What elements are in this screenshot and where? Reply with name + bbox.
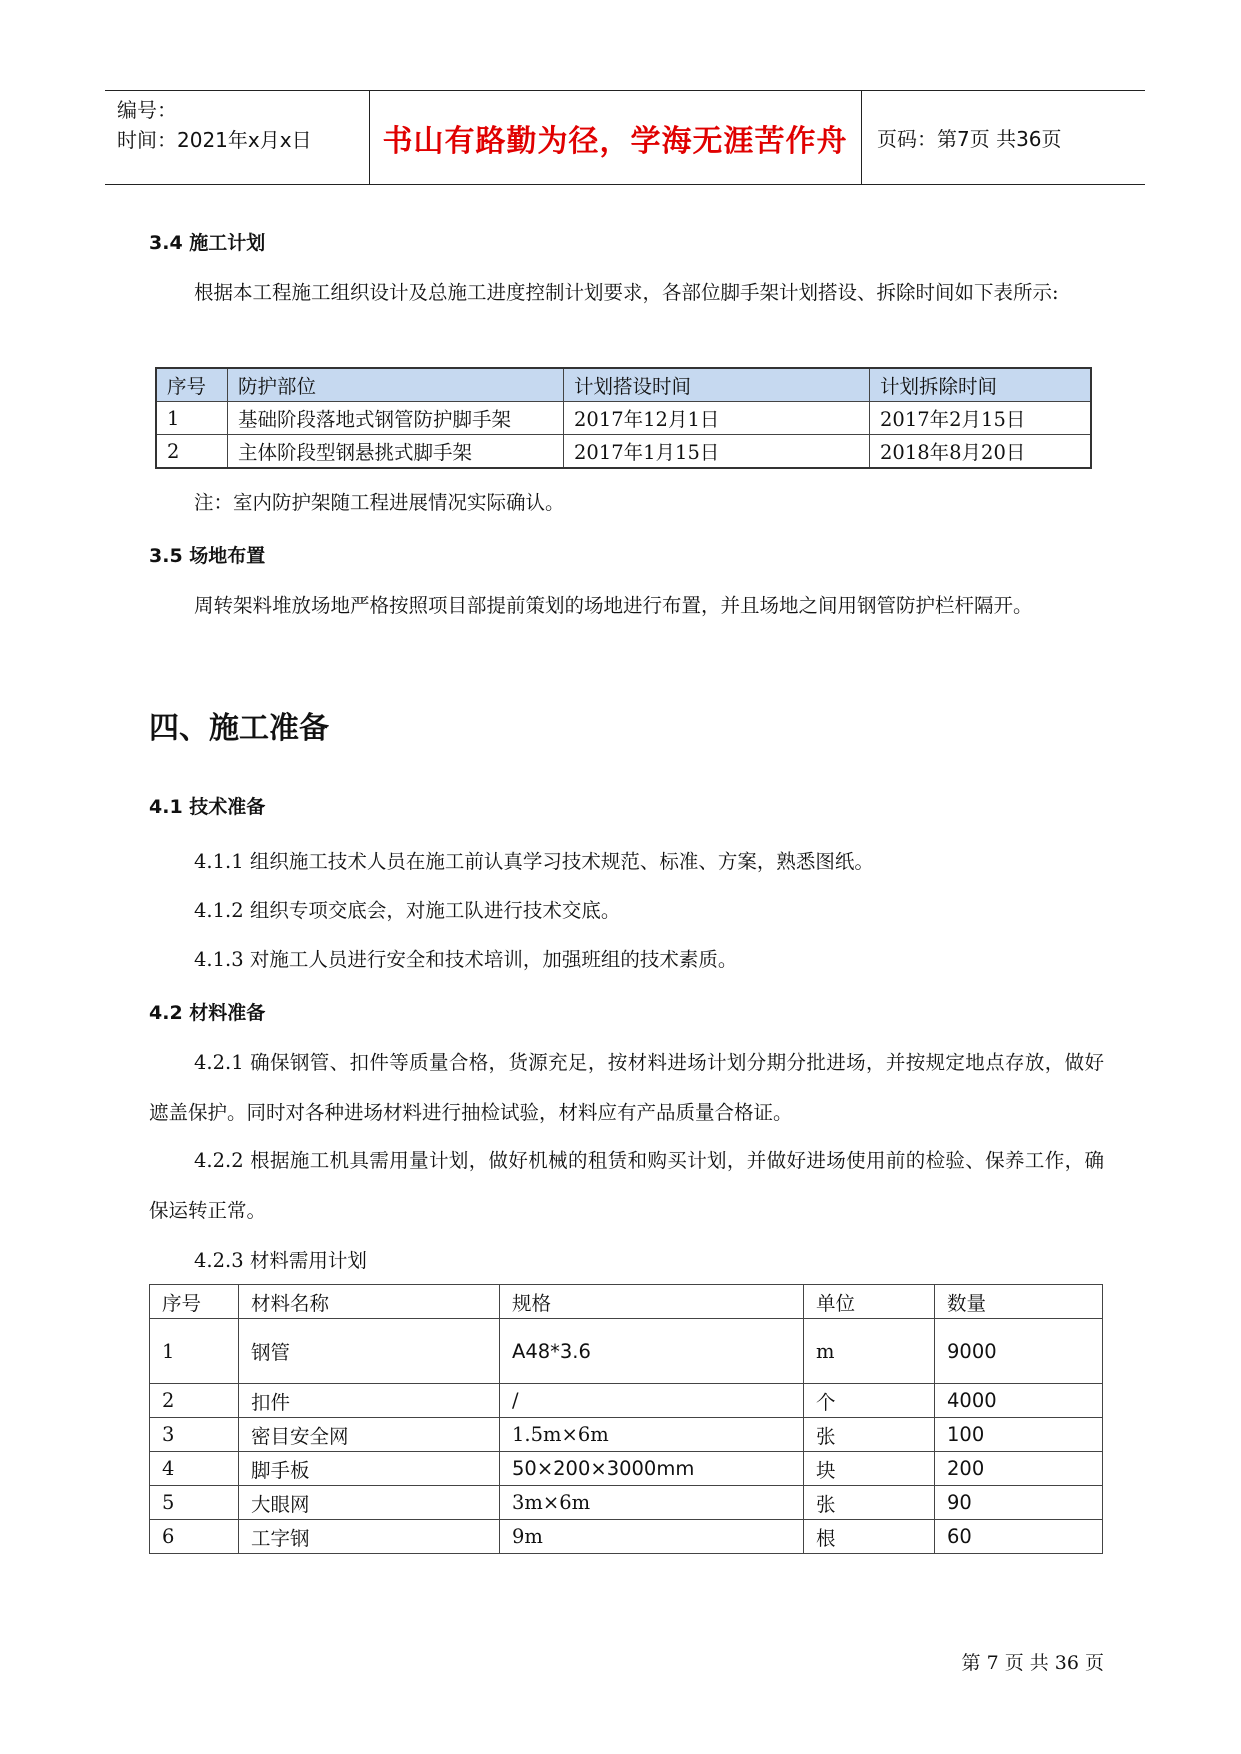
section-4-2-paragraph-2: 4.2.2 根据施工机具需用量计划，做好机械的租赁和购买计划，并做好进场使用前的检验、保养工作，确保运转正常。 [149, 1149, 1104, 1222]
table-cell: 基础阶段落地式钢管防护脚手架 [228, 402, 564, 435]
table-cell: 块 [804, 1452, 935, 1486]
table-cell: 根 [804, 1520, 935, 1554]
header-time: 时间：2021年x月x日 [117, 128, 312, 152]
table-cell: 3 [150, 1418, 239, 1452]
table-header-cell: 序号 [156, 368, 228, 402]
section-4-1-item: 4.1.3 对施工人员进行安全和技术培训，加强班组的技术素质。 [194, 948, 738, 971]
header-meta [117, 95, 312, 155]
header-page-number: 页码：第7页 共36页 [877, 127, 1062, 151]
section-3-4-paragraph: 根据本工程施工组织设计及总施工进度控制计划要求，各部位脚手架计划搭设、拆除时间如下表所示: [194, 281, 1059, 304]
table-cell: 扣件 [239, 1384, 500, 1418]
header-motto: 书山有路勤为径，学海无涯苦作舟 [382, 123, 848, 159]
table-cell: 2017年2月15日 [870, 402, 1092, 435]
table-cell: 2017年1月15日 [564, 435, 870, 469]
table-row [150, 1486, 1103, 1520]
section-4-2-title: 4.2 材料准备 [149, 1002, 266, 1024]
table-cell: 密目安全网 [239, 1418, 500, 1452]
table-cell: 1.5m×6m [500, 1418, 804, 1452]
section-4-1-title: 4.1 技术准备 [149, 796, 266, 818]
table-row [150, 1418, 1103, 1452]
table-header-cell: 计划搭设时间 [564, 368, 870, 402]
material-plan-table [149, 1284, 1103, 1554]
table-row [150, 1384, 1103, 1418]
table-header-cell: 防护部位 [228, 368, 564, 402]
section-3-5-paragraph: 周转架料堆放场地严格按照项目部提前策划的场地进行布置，并且场地之间用钢管防护栏杆隔开。 [194, 594, 1033, 617]
table-row [156, 402, 1091, 435]
table-cell: 大眼网 [239, 1486, 500, 1520]
construction-plan-table [155, 367, 1092, 469]
table-cell: 4000 [935, 1384, 1103, 1418]
table-cell: / [500, 1384, 804, 1418]
table-cell: 钢管 [239, 1319, 500, 1384]
table-cell: m [804, 1319, 935, 1384]
table-header-cell: 序号 [150, 1285, 239, 1319]
table-header-cell: 数量 [935, 1285, 1103, 1319]
header-divider [861, 91, 862, 184]
table-cell: 3m×6m [500, 1486, 804, 1520]
table-cell: 6 [150, 1520, 239, 1554]
table-cell: 2018年8月20日 [870, 435, 1092, 469]
table-header-row [150, 1285, 1103, 1319]
table-cell: 脚手板 [239, 1452, 500, 1486]
table-header-cell: 单位 [804, 1285, 935, 1319]
table-cell: 4 [150, 1452, 239, 1486]
table-cell: 工字钢 [239, 1520, 500, 1554]
table-cell: 50×200×3000mm [500, 1452, 804, 1486]
table-cell: A48*3.6 [500, 1319, 804, 1384]
table-cell: 1 [150, 1319, 239, 1384]
table-cell: 主体阶段型钢悬挑式脚手架 [228, 435, 564, 469]
table-header-cell: 规格 [500, 1285, 804, 1319]
page-header [105, 90, 1145, 185]
table-cell: 1 [156, 402, 228, 435]
table-cell: 个 [804, 1384, 935, 1418]
section-3-4-title: 3.4 施工计划 [149, 232, 266, 254]
section-3-4-note: 注：室内防护架随工程进展情况实际确认。 [194, 491, 565, 514]
table-header-cell: 材料名称 [239, 1285, 500, 1319]
table-cell: 100 [935, 1418, 1103, 1452]
section-3-5-title: 3.5 场地布置 [149, 545, 266, 567]
table-header-cell: 计划拆除时间 [870, 368, 1092, 402]
table-row [156, 435, 1091, 469]
table-row [150, 1452, 1103, 1486]
table-cell: 60 [935, 1520, 1103, 1554]
table-header-row [156, 368, 1091, 402]
table-row [150, 1319, 1103, 1384]
page-footer: 第 7 页 共 36 页 [961, 1652, 1104, 1674]
table-row [150, 1520, 1103, 1554]
table-cell: 2 [156, 435, 228, 469]
table-cell: 200 [935, 1452, 1103, 1486]
table-cell: 2 [150, 1384, 239, 1418]
header-number: 编号： [117, 98, 177, 122]
table-cell: 90 [935, 1486, 1103, 1520]
section-4-2-paragraph-1: 4.2.1 确保钢管、扣件等质量合格，货源充足，按材料进场计划分期分批进场，并按规定地点存放，做好遮盖保护。同时对各种进场材料进行抽检试验，材料应有产品质量合格证。 [149, 1051, 1104, 1124]
table-cell: 5 [150, 1486, 239, 1520]
section-4-1-item: 4.1.1 组织施工技术人员在施工前认真学习技术规范、标准、方案，熟悉图纸。 [194, 850, 874, 873]
table-cell: 2017年12月1日 [564, 402, 870, 435]
table-cell: 张 [804, 1486, 935, 1520]
section-4-2-paragraph-3: 4.2.3 材料需用计划 [194, 1249, 367, 1272]
section-4-1-item: 4.1.2 组织专项交底会，对施工队进行技术交底。 [194, 899, 621, 922]
table-cell: 张 [804, 1418, 935, 1452]
table-cell: 9000 [935, 1319, 1103, 1384]
table-cell: 9m [500, 1520, 804, 1554]
chapter-4-title: 四、施工准备 [149, 711, 329, 746]
